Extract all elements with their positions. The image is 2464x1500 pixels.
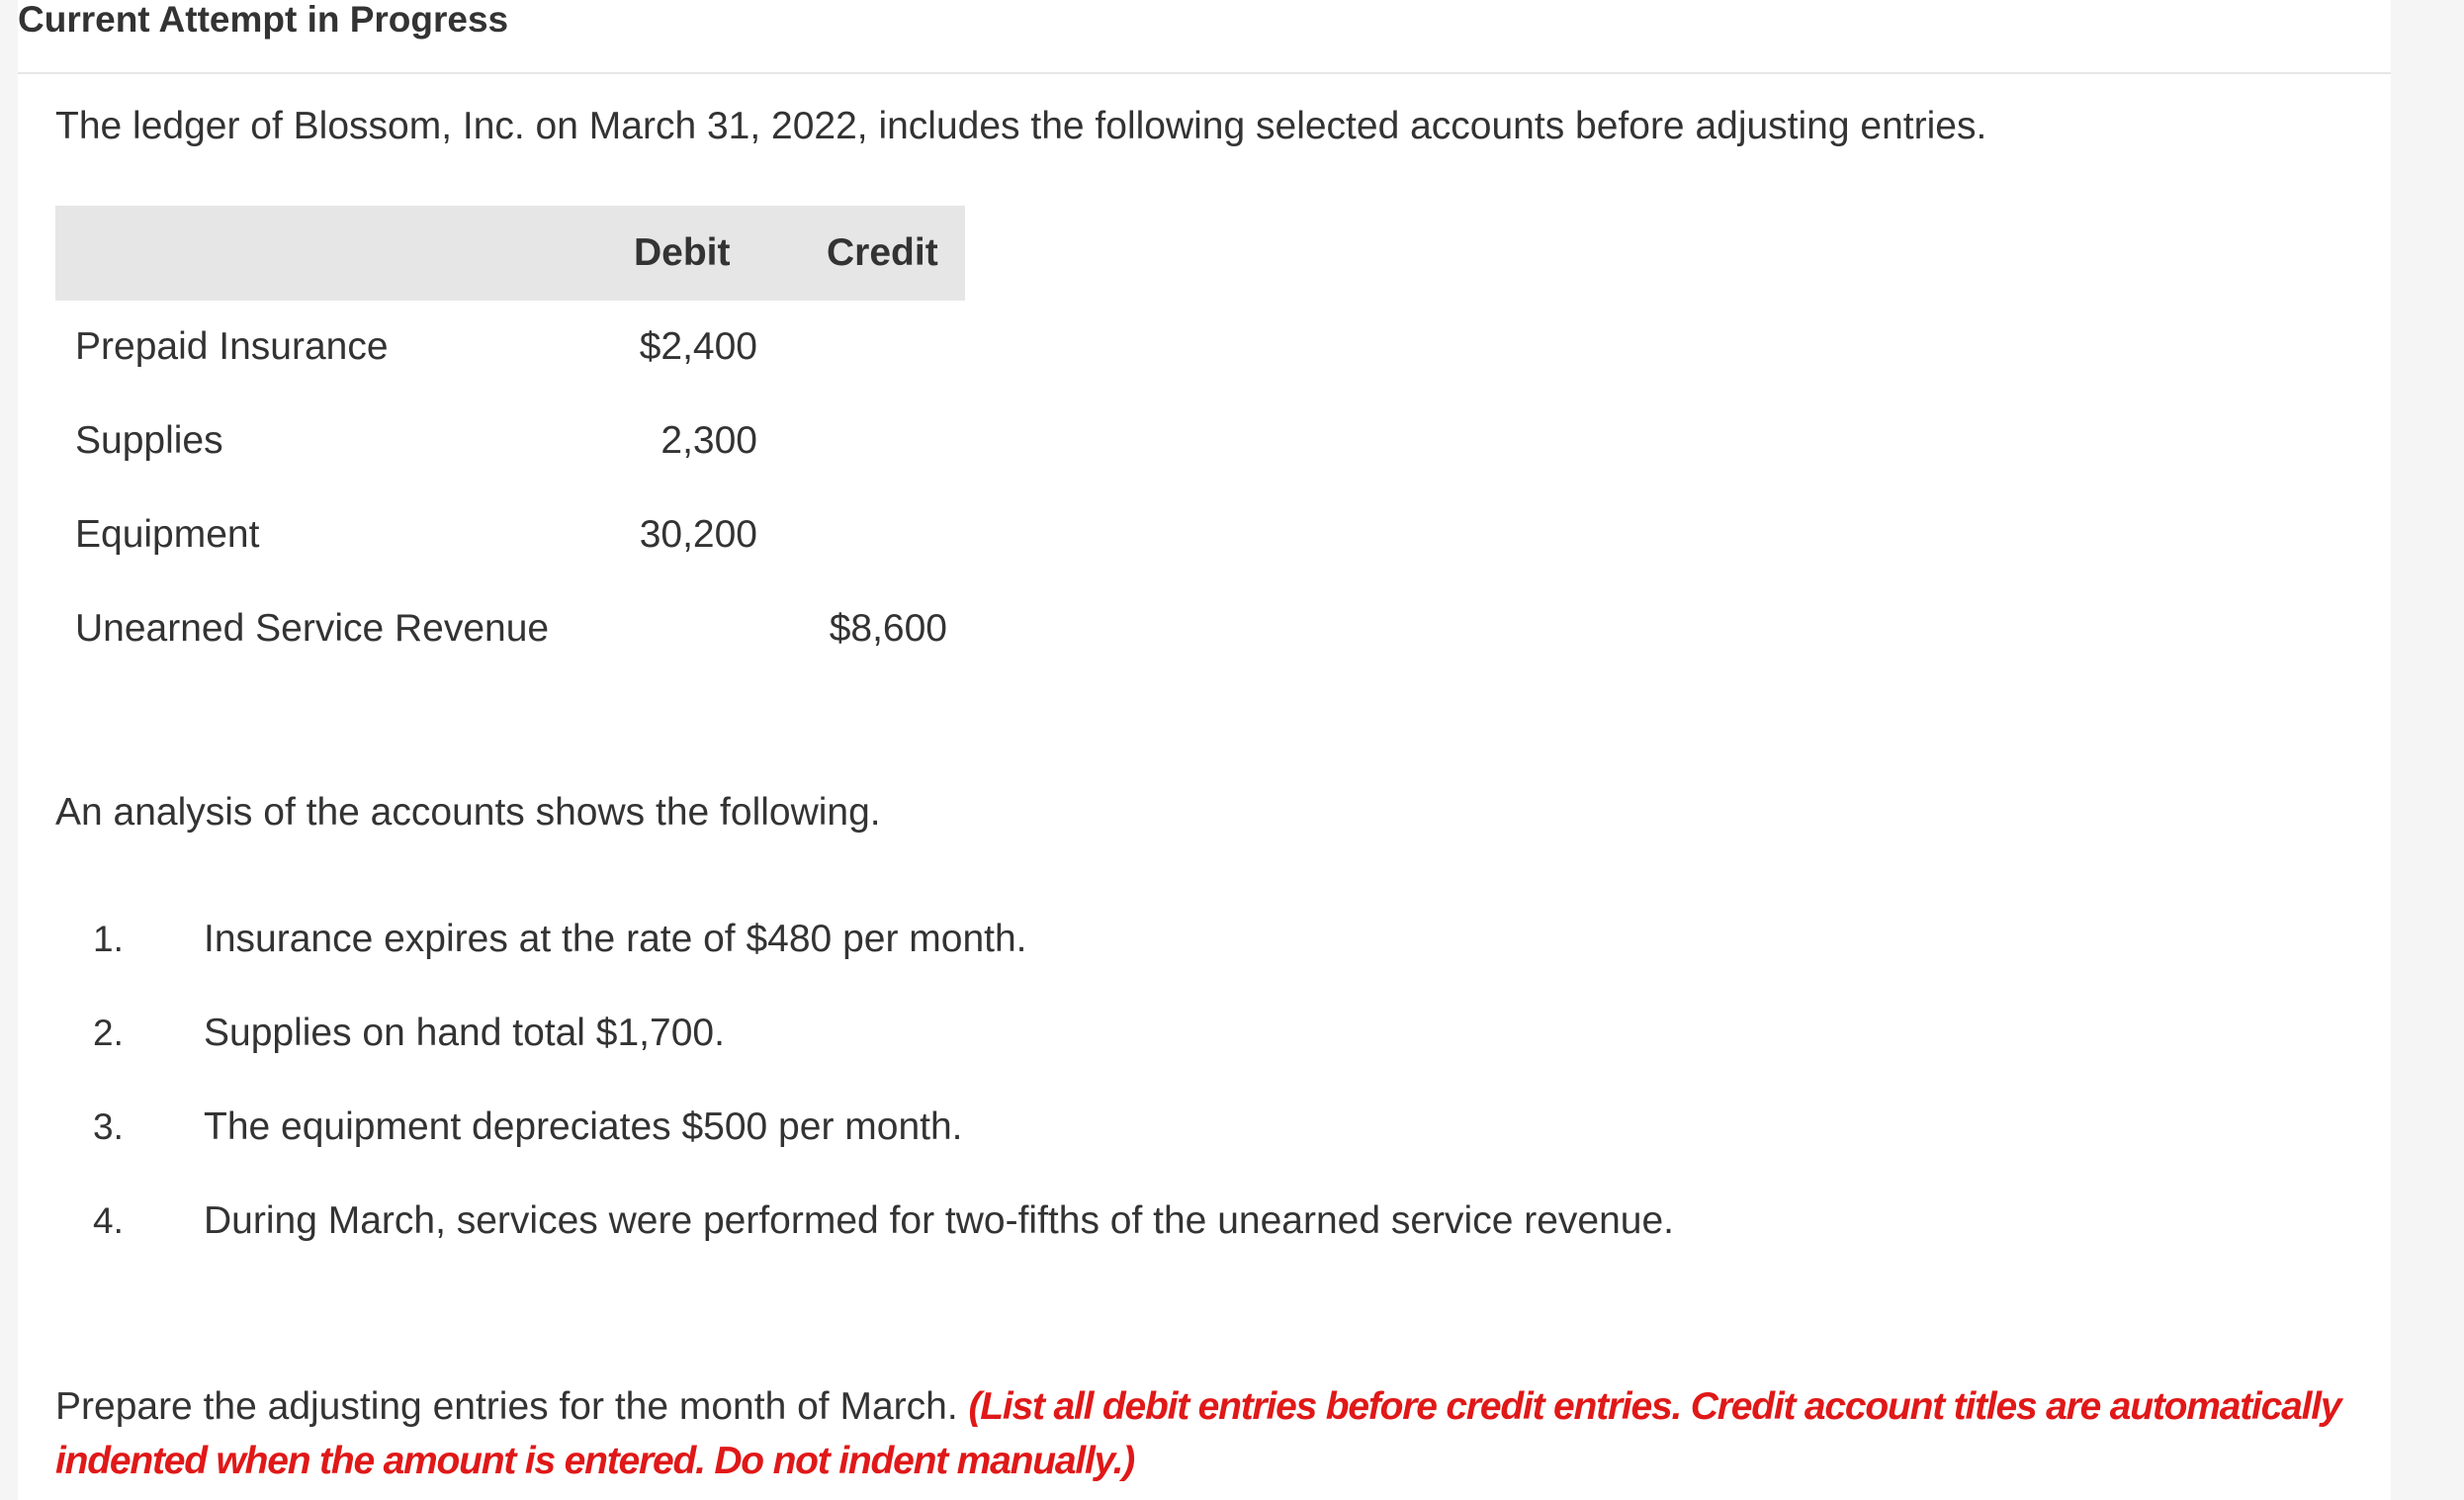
- ledger-row: [55, 301, 965, 395]
- ledger-row: [55, 488, 965, 582]
- question-panel: [18, 0, 2391, 1500]
- attempt-status-title: Current Attempt in Progress: [18, 0, 509, 40]
- account-name: Supplies: [75, 419, 223, 462]
- debit-amount: 2,300: [660, 419, 757, 462]
- debit-column-header: Debit: [634, 231, 731, 274]
- instructions-text: Prepare the adjusting entries for the month of March.: [55, 1385, 969, 1428]
- list-item: [55, 1196, 2033, 1290]
- item-number: 1.: [93, 919, 124, 959]
- instructions-emphasis: (List all debit entries before credit entries. Credit account titles are automatically indented when the amount is entered. Do not indent manually.): [55, 1385, 2341, 1482]
- analysis-intro: An analysis of the accounts shows the following.: [55, 791, 881, 834]
- item-text: Insurance expires at the rate of $480 per month.: [204, 918, 1027, 960]
- item-number: 3.: [93, 1106, 124, 1147]
- list-item: [55, 915, 2033, 1009]
- account-name: Unearned Service Revenue: [75, 607, 550, 650]
- ledger-table: [55, 206, 965, 676]
- list-item: [55, 1103, 2033, 1196]
- account-name: Equipment: [75, 513, 260, 556]
- item-text: Supplies on hand total $1,700.: [204, 1012, 725, 1054]
- list-item: [55, 1009, 2033, 1103]
- item-text: During March, services were performed for two-fifths of the unearned service revenue.: [204, 1199, 1674, 1242]
- item-number: 4.: [93, 1200, 124, 1241]
- debit-amount: 30,200: [639, 513, 757, 556]
- ledger-header-row: [55, 206, 965, 301]
- analysis-list: [55, 915, 2033, 1290]
- item-number: 2.: [93, 1013, 124, 1053]
- title-divider: [18, 72, 2391, 74]
- ledger-row: [55, 395, 965, 488]
- account-name: Prepaid Insurance: [75, 325, 389, 368]
- debit-amount: $2,400: [639, 325, 757, 368]
- instructions: [55, 1379, 2349, 1488]
- credit-column-header: Credit: [827, 231, 938, 274]
- problem-intro: The ledger of Blossom, Inc. on March 31, 2022, includes the following selected accounts before adjusting entries.: [55, 105, 1987, 147]
- item-text: The equipment depreciates $500 per month.: [204, 1105, 963, 1148]
- credit-amount: $8,600: [829, 607, 947, 650]
- ledger-row: [55, 582, 965, 676]
